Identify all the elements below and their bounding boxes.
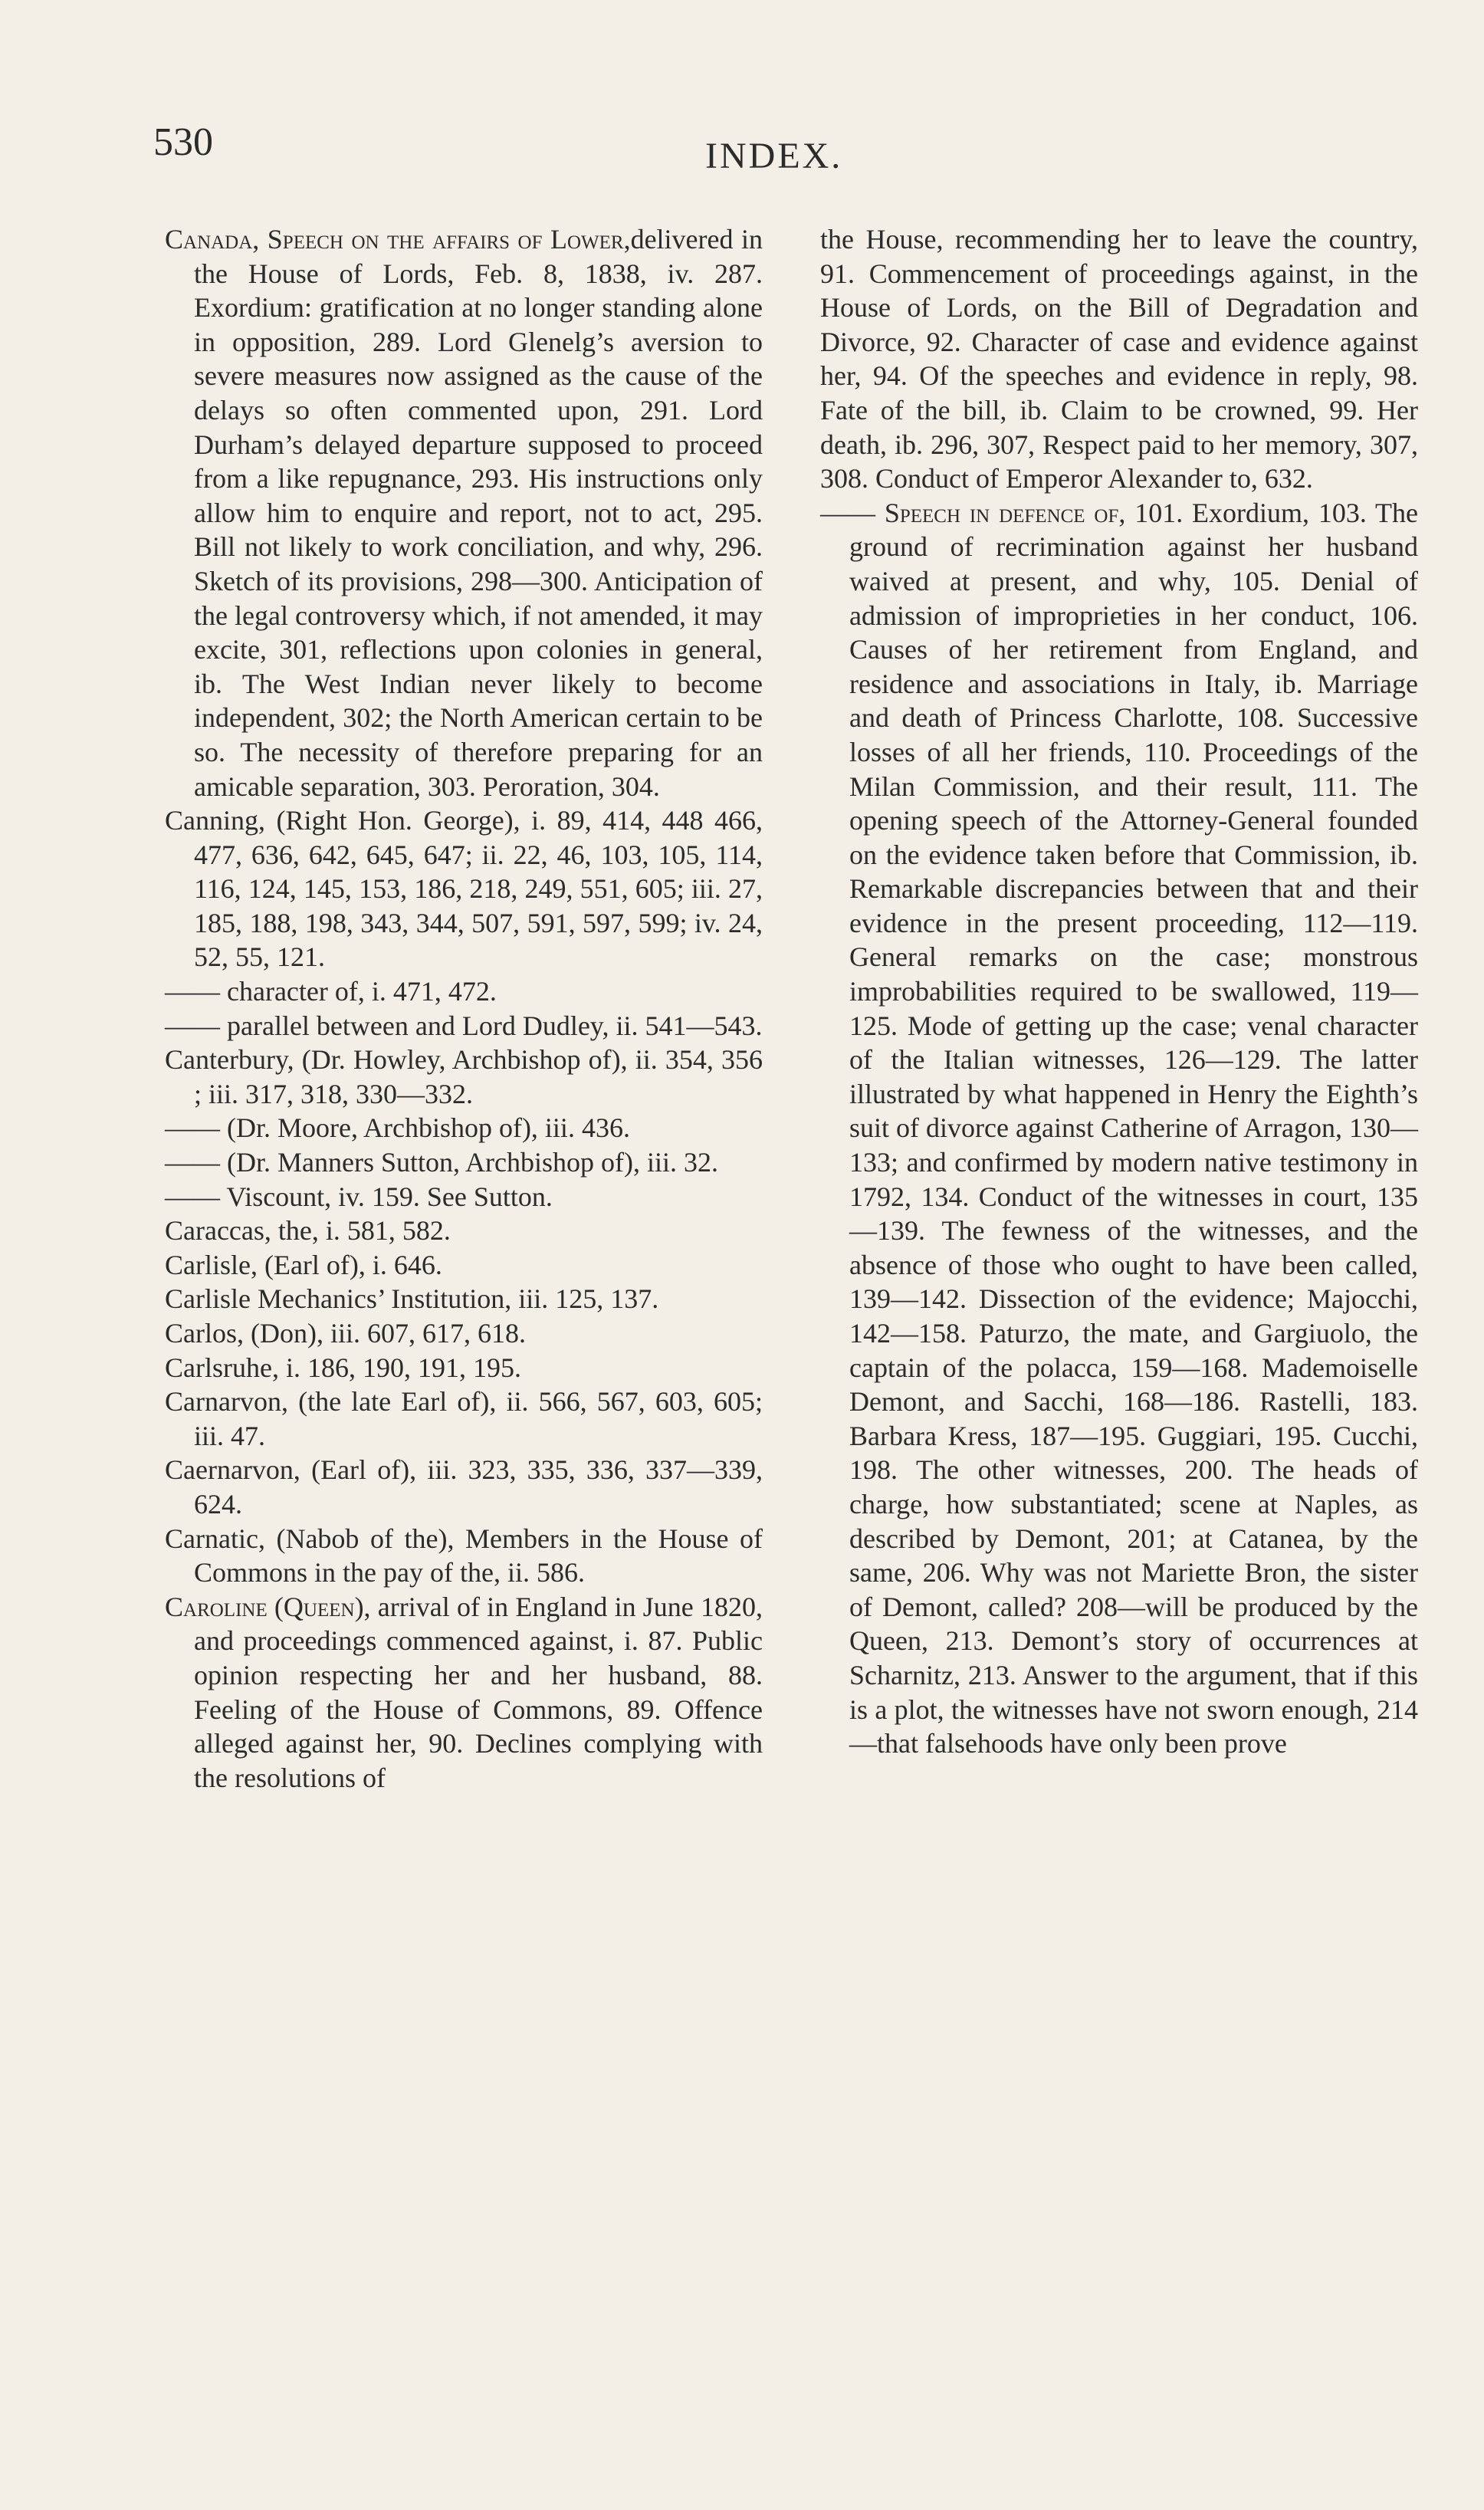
entry-heading: Canada, Speech on the affairs of Lower, <box>165 224 631 255</box>
entry-heading: Caroline (Queen), <box>165 1591 371 1622</box>
index-entry-canning: Canning, (Right Hon. George), i. 89, 414, 448 466, 477, 636, 642, 645, 647; ii. 22, 46, 103, 105, 114, 116, 124, 145, 153, 186, 218, 249, 551, 605; iii. 27, 185, 188, 198, 343, 344, 507, 591, 597, 599; iv. 24, 52, 55, 121. <box>165 805 763 973</box>
entry-heading: —— Speech in defence of, <box>820 497 1126 528</box>
index-entry-canada <box>165 222 763 803</box>
entry-text: delivered in the House of Lords, Feb. 8, 1838, iv. 287. Exordium: gratification at no longer standing alone in opposition, 289. Lord Glenelg’s aversion to severe measures now assigned as the cause of the delays so often commented upon, 291. Lord Durham’s delayed departure supposed to proceed from a like repugnance, 293. His instructions only allow him to enquire and report, not to act, 295. Bill not likely to work conciliation, and why, 296. Sketch of its provisions, 298—300. Anticipation of the legal controversy which, if not amended, it may excite, 301, reflections upon colonies in general, ib. The West Indian never likely to become independent, 302; the North American certain to be so. The necessity of therefore preparing for an amicable separation, 303. Peroration, 304. <box>194 224 763 802</box>
page-number: 530 <box>153 120 213 164</box>
index-entry-carlisle-institution: Carlisle Mechanics’ Institution, iii. 125, 137. <box>165 1283 659 1315</box>
index-entry-carlsruhe: Carlsruhe, i. 186, 190, 191, 195. <box>165 1352 521 1383</box>
index-entry-caroline-continued: the House, recommending her to leave the country, 91. Commencement of proceedings against, in the House of Lords, on the Bill of Degradation and Divorce, 92. Character of case and evidence against her, 94. Of the speeches and evidence in reply, 98. Fate of the bill, ib. Claim to be crowned, 99. Her death, ib. 296, 307, Respect paid to her memory, 307, 308. Conduct of Emperor Alexander to, 632. <box>820 224 1418 494</box>
index-entry-carlisle: Carlisle, (Earl of), i. 646. <box>165 1249 442 1280</box>
index-entry-carnarvon: Carnarvon, (the late Earl of), ii. 566, 567, 603, 605; iii. 47. <box>165 1386 763 1451</box>
entry-text: 101. Exordium, 103. The ground of recrimination against her husband waived at present, and why, 105. Denial of admission of improprieties in her conduct, 106. Causes of her retirement from England, and residence and associations in Italy, ib. Marriage and death of Princess Charlotte, 108. Successive losses of all her friends, 110. Proceedings of the Milan Commission, and their result, 111. The opening speech of the Attorney-General founded on the evidence taken before that Commission, ib. Remarkable discrepancies between that and their evidence in the present proceeding, 112—119. General remarks on the case; monstrous improbabilities required to be swallowed, 119—125. Mode of getting up the case; venal character of the Italian witnesses, 126—129. The latter illustrated by what happened in Henry the Eighth’s suit of divorce against Catherine of Arragon, 130—133; and confirmed by modern native testimony in 1792, 134. Conduct of the witnesses in court, 135—139. The fewness of the witnesses, and the absence of those who ought to have been called, 139—142. Dissection of the evidence; Majocchi, 142—158. Paturzo, the mate, and Gargiuolo, the captain of the polacca, 159—168. Mademoiselle Demont, and Sacchi, 168—186. Rastelli, 183. Barbara Kress, 187—195. Guggiari, 195. Cucchi, 198. The other witnesses, 200. The heads of charge, how substantiated; scene at Naples, as described by Demont, 201; at Catanea, by the same, 206. Why was not Mariette Bron, the sister of Demont, called? 208—will be produced by the Queen, 213. Demont’s story of occurrences at Scharnitz, 213. Answer to the argument, that if this is a plot, the witnesses have not sworn enough, 214 —that falsehoods have only been prove <box>849 497 1418 1759</box>
index-entry-canterbury-viscount: —— Viscount, iv. 159. See Sutton. <box>165 1181 553 1212</box>
right-column <box>820 222 1418 1761</box>
running-head: INDEX. <box>705 136 843 176</box>
index-entry-caraccas: Caraccas, the, i. 581, 582. <box>165 1215 451 1247</box>
index-entry-caernarvon: Caernarvon, (Earl of), iii. 323, 335, 336, 337—339, 624. <box>165 1454 763 1519</box>
entry-text: arrival of in England in June 1820, and proceedings commenced against, i. 87. Public opinion respecting her and her husband, 88. Feeling of the House of Commons, 89. Offence alleged against her, 90. Declines complying with the resolutions of <box>194 1591 763 1793</box>
left-column <box>165 222 763 1795</box>
index-entry-caroline-speech-defence <box>820 496 1418 1761</box>
index-entry-canterbury-howley: Canterbury, (Dr. Howley, Archbishop of), ii. 354, 356 ; iii. 317, 318, 330—332. <box>165 1044 763 1109</box>
index-entry-canterbury-moore: —— (Dr. Moore, Archbishop of), iii. 436. <box>165 1112 630 1144</box>
index-entry-canning-character: —— character of, i. 471, 472. <box>165 976 497 1007</box>
index-entry-canterbury-manners-sutton: —— (Dr. Manners Sutton, Archbishop of), iii. 32. <box>165 1147 718 1178</box>
index-entry-caroline <box>165 1590 763 1795</box>
index-entry-carlos: Carlos, (Don), iii. 607, 617, 618. <box>165 1318 526 1349</box>
index-entry-carnatic: Carnatic, (Nabob of the), Members in the House of Commons in the pay of the, ii. 586. <box>165 1523 763 1588</box>
index-entry-canning-parallel: —— parallel between and Lord Dudley, ii. 541—543. <box>165 1010 763 1041</box>
